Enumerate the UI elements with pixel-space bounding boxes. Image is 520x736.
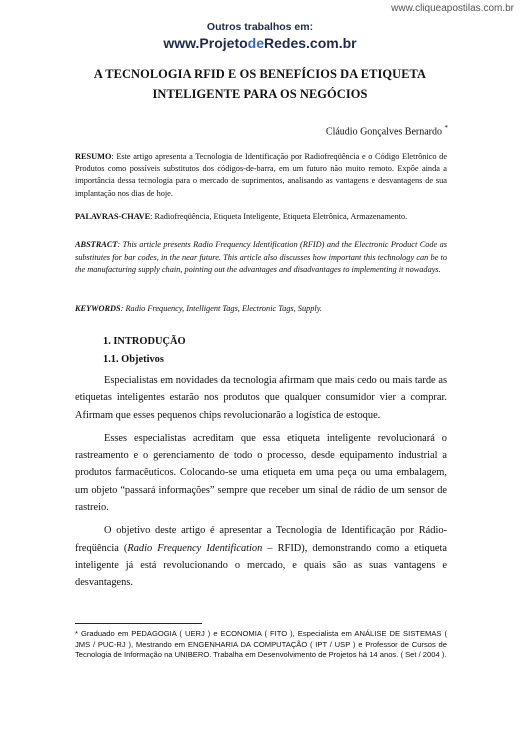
keywords-block xyxy=(75,303,447,315)
author-name xyxy=(326,124,448,137)
palavras-chave-text: : Radiofreqüência, Etiqueta Inteligente, Etiqueta Eletrônica, Armazenamento. xyxy=(150,212,408,221)
promo-url-highlight: de xyxy=(247,35,265,51)
abstract-block xyxy=(75,239,447,277)
keywords-text: : Radio Frequency, Intelligent Tags, Electronic Tags, Supply. xyxy=(120,304,322,313)
paragraph-3-start: O objetivo deste artigo é apresentar a Tecnologia de Identificação por Rádio-freqüência ( xyxy=(75,525,447,554)
author-footnote-mark: * xyxy=(444,124,448,132)
palavras-chave-label: PALAVRAS-CHAVE xyxy=(75,212,151,221)
promo-url-prefix: www.Projeto xyxy=(163,35,248,51)
section-heading: 1. INTRODUÇÃO xyxy=(103,336,186,347)
paragraph-3 xyxy=(75,522,447,591)
author-footnote: * Graduado em PEDAGOGIA ( UERJ ) e ECONOMIA ( FITO ), Especialista em ANÁLISE DE SISTEMAS ( JMS / PUC-RJ ), Mestrando em ENGENHARIA DA COMPUTAÇÃO ( IPT / USP ) e Professor de Cursos de Tecnologia de Informação na UNIBERO. Trabalha em Desenvolvimento de Projetos há 14 anos. ( Set / 2004 ). xyxy=(75,629,447,660)
keywords-label: KEYWORDS xyxy=(75,304,121,313)
promo-url-link[interactable] xyxy=(0,34,520,52)
paragraph-2: Esses especialistas acreditam que essa etiqueta inteligente revolucionará o rastreamento e o gerenciamento de todo o processo, desde equipamento industrial a produtos farmacêuticos. Colocando-se uma etiqueta em uma peça ou uma embalagem, um objeto “passará informações” sempre que receber um sinal de rádio de um sensor de rastreio. xyxy=(75,432,447,514)
abstract-label: ABSTRACT xyxy=(75,240,118,249)
abstract-text: : This article presents Radio Frequency Identification (RFID) and the Electronic Product Code as substitutes for bar codes, in the near future. This article also discusses how important this technology can be to the manufacturing supply chain, pointing out the advantages and disadvantages to implementing it nowadays. xyxy=(75,240,447,275)
author-text: Cláudio Gonçalves Bernardo xyxy=(325,126,442,138)
promo-banner xyxy=(0,20,520,52)
paragraph-3-end: – RFID), demonstrando como a etiqueta inteligente já está revolucionando o mercado, e quais são as suas vantagens e desvantagens. xyxy=(75,542,447,589)
title-line-2: INTELIGENTE PARA OS NEGÓCIOS xyxy=(152,87,368,101)
promo-url-suffix: Redes.com.br xyxy=(264,35,357,51)
paragraph-1: Especialistas em novidades da tecnologia afirmam que mais cedo ou mais tarde as etiquetas inteligentes estarão nos produtos que qualquer consumidor vier a comprar. Afirmam que esses pequenos chips revolucionarão a logística de estoque. xyxy=(75,375,447,421)
resumo-label: RESUMO xyxy=(75,152,112,161)
paragraph-3-italic: Radio Frequency Identification xyxy=(127,542,263,554)
article-title xyxy=(60,64,460,104)
resumo-text: : Este artigo apresenta a Tecnologia de Identificação por Radiofreqüência e o Código Eletrônico de Produtos como possíveis substitutos dos códigos-de-barra, em um futuro não muito remoto. Expõe ainda a importância dessa tecnologia para o mercado de suprimentos, analisando as vantagens e desvantagens de sua implantação nos dias de hoje. xyxy=(75,152,447,198)
site-watermark-url[interactable]: www.cliqueapostilas.com.br xyxy=(391,3,514,14)
promo-line: Outros trabalhos em: xyxy=(206,21,314,33)
footnote-divider xyxy=(75,623,202,624)
subsection-heading: 1.1. Objetivos xyxy=(103,354,164,365)
title-line-1: A TECNOLOGIA RFID E OS BENEFÍCIOS DA ETIQUETA xyxy=(93,67,427,81)
palavras-chave-block xyxy=(75,211,447,223)
resumo-block xyxy=(75,151,447,200)
introduction-body xyxy=(75,372,447,598)
